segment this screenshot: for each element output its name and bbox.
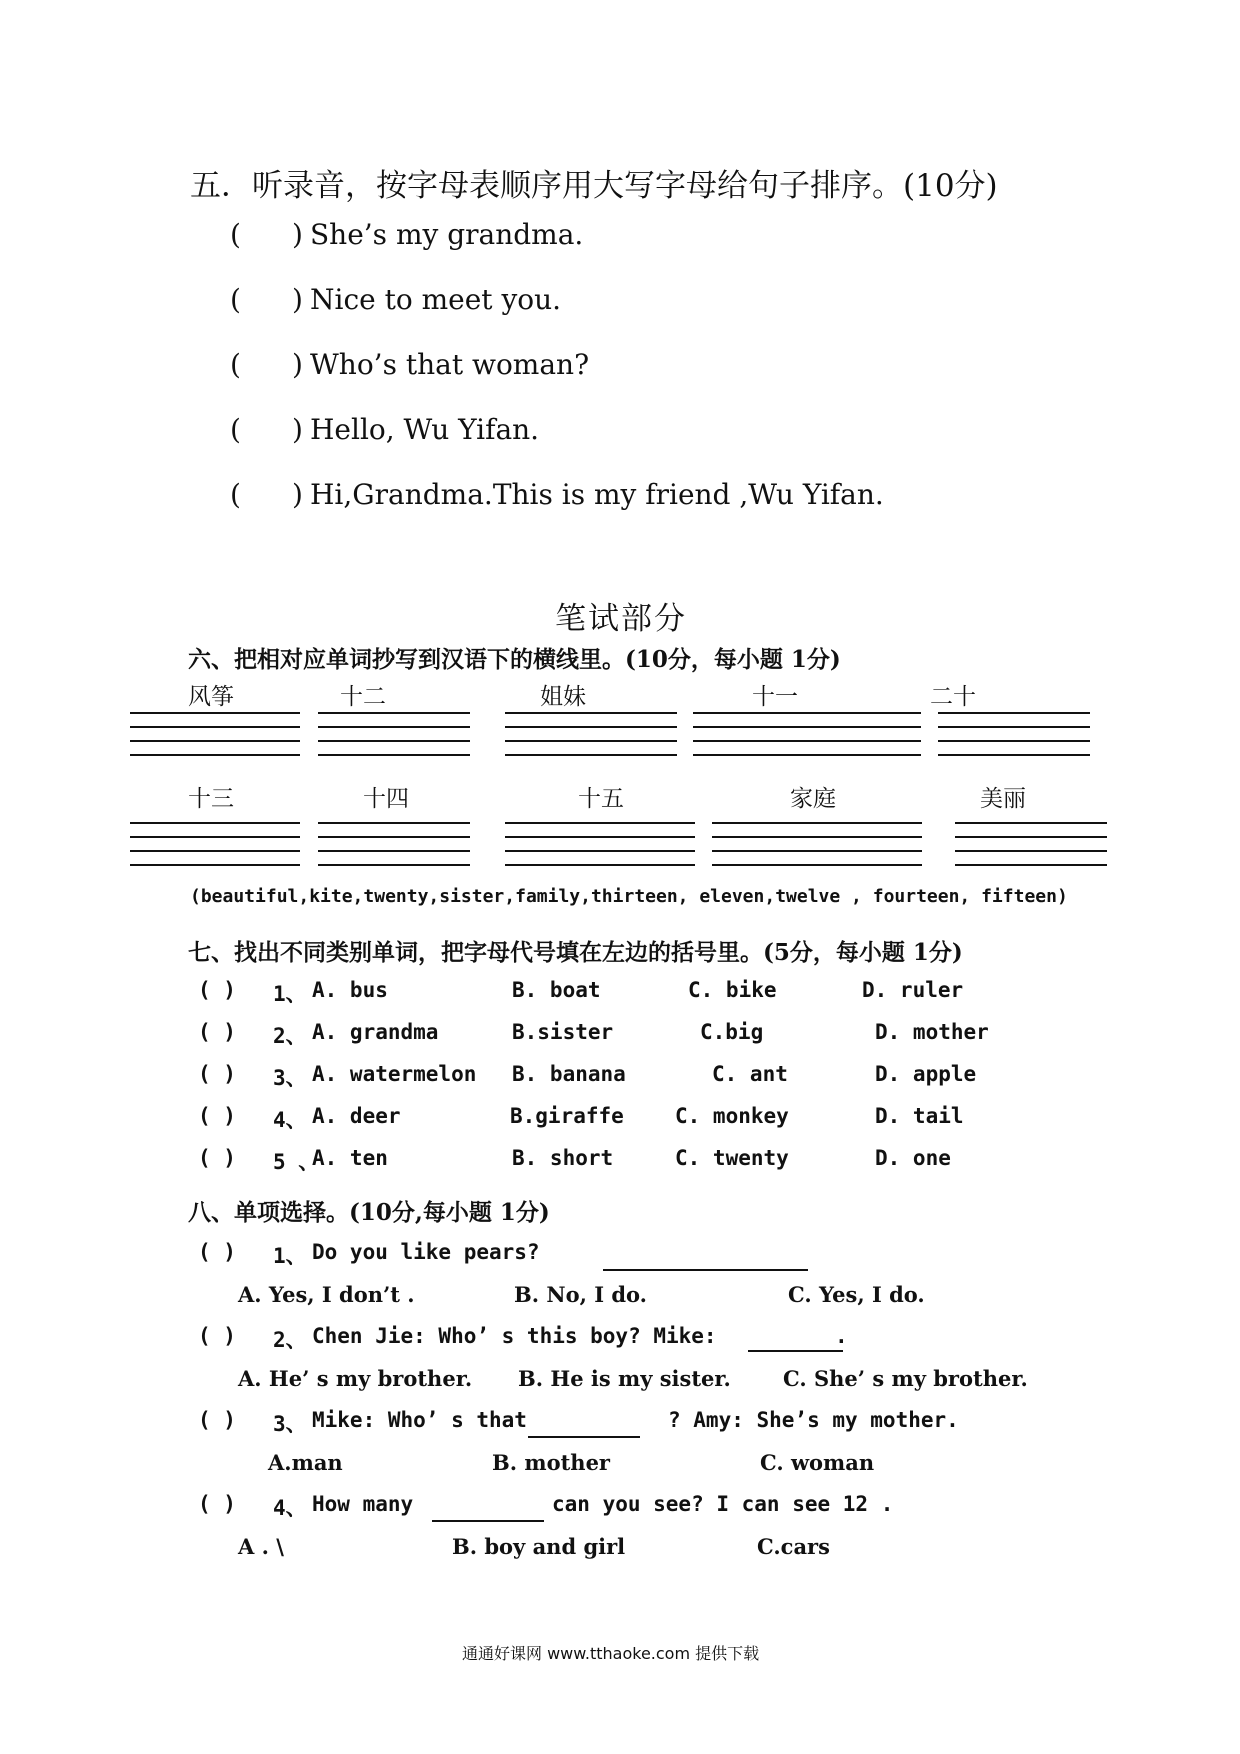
s8-num: 3、: [273, 1412, 307, 1436]
s7-paren[interactable]: ( ): [198, 978, 236, 1002]
open-paren: (: [230, 348, 241, 381]
s7-option-c: C. twenty: [675, 1146, 789, 1170]
s7-option-c: C.big: [700, 1020, 764, 1044]
s7-option-d: D. apple: [875, 1062, 977, 1086]
s7-paren[interactable]: ( ): [198, 1020, 236, 1044]
s8-option-c: C. woman: [760, 1450, 875, 1475]
s7-paren[interactable]: ( ): [198, 1062, 236, 1086]
s8-option-b: B. No, I do.: [514, 1282, 647, 1307]
s8-option-c: C. Yes, I do.: [788, 1282, 925, 1307]
s7-num: 5 、: [273, 1150, 320, 1174]
cn-word-thirteen: 十三: [188, 786, 234, 812]
s8-paren[interactable]: ( ): [198, 1324, 236, 1348]
s7-num: 2、: [273, 1024, 307, 1048]
s8-option-c: C. She’ s my brother.: [783, 1366, 1028, 1391]
s7-option-a: A. bus: [312, 978, 388, 1002]
s8-paren[interactable]: ( ): [198, 1240, 236, 1264]
cn-word-fourteen: 十四: [363, 786, 409, 812]
s8-option-c: C.cars: [757, 1534, 830, 1559]
s8-option-b: B. He is my sister.: [518, 1366, 731, 1391]
s8-option-a: A. He’ s my brother.: [238, 1366, 473, 1391]
s7-option-b: B.sister: [512, 1020, 614, 1044]
answer-blank[interactable]: [528, 1436, 640, 1438]
section5-item-1: [230, 218, 930, 254]
s7-option-a: A. watermelon: [312, 1062, 477, 1086]
writing-lines[interactable]: [130, 822, 300, 878]
section5-item-5: [230, 478, 1030, 514]
s8-option-a: A . \: [238, 1534, 284, 1559]
answer-blank[interactable]: [748, 1350, 843, 1352]
writing-lines[interactable]: [318, 822, 470, 878]
writing-lines[interactable]: [955, 822, 1107, 878]
close-paren: ): [292, 218, 303, 251]
s7-option-d: D. mother: [875, 1020, 989, 1044]
s8-question-text: Chen Jie: Who’ s this boy? Mike:: [312, 1324, 717, 1348]
s8-paren[interactable]: ( ): [198, 1492, 236, 1516]
answer-blank[interactable]: [603, 1269, 808, 1271]
writing-lines[interactable]: [938, 712, 1090, 768]
s7-paren[interactable]: ( ): [198, 1104, 236, 1128]
sentence-text: Hi,Grandma.This is my friend ,Wu Yifan.: [310, 478, 884, 511]
writing-lines[interactable]: [693, 712, 921, 768]
s8-question-pre: How many: [312, 1492, 414, 1516]
section6-title: 六、把相对应单词抄写到汉语下的横线里。(10分，每小题 1分): [188, 646, 841, 673]
s8-option-b: B. mother: [492, 1450, 610, 1475]
s7-num: 3、: [273, 1066, 307, 1090]
s8-paren[interactable]: ( ): [198, 1408, 236, 1432]
s7-paren[interactable]: ( ): [198, 1146, 236, 1170]
s7-option-b: B. boat: [512, 978, 601, 1002]
s8-question-text: Do you like pears?: [312, 1240, 540, 1264]
word-bank: (beautiful,kite,twenty,sister,family,thirteen, eleven,twelve , fourteen, fifteen): [190, 886, 1068, 907]
close-paren: ): [292, 478, 303, 511]
open-paren: (: [230, 413, 241, 446]
s8-option-a: A.man: [268, 1450, 343, 1475]
s7-option-a: A. deer: [312, 1104, 401, 1128]
open-paren: (: [230, 478, 241, 511]
section7-title: 七、找出不同类别单词，把字母代号填在左边的括号里。(5分，每小题 1分): [188, 939, 963, 966]
open-paren: (: [230, 218, 241, 251]
writing-lines[interactable]: [712, 822, 922, 878]
sentence-text: She’s my grandma.: [310, 218, 584, 251]
s8-option-a: A. Yes, I don’t .: [238, 1282, 415, 1307]
s7-option-a: A. grandma: [312, 1020, 439, 1044]
s7-option-b: B. banana: [512, 1062, 626, 1086]
s7-option-c: C. monkey: [675, 1104, 789, 1128]
sentence-text: Hello, Wu Yifan.: [310, 413, 540, 446]
open-paren: (: [230, 283, 241, 316]
s8-num: 4、: [273, 1496, 307, 1520]
cn-word-kite: 风筝: [188, 684, 234, 710]
s7-option-b: B.giraffe: [510, 1104, 624, 1128]
cn-word-sister: 姐妹: [540, 684, 586, 710]
cn-word-twelve: 十二: [340, 684, 386, 710]
written-part-title: 笔试部分: [555, 601, 687, 637]
s7-option-d: D. tail: [875, 1104, 964, 1128]
section8-title: 八、单项选择。(10分,每小题 1分): [188, 1199, 550, 1226]
s8-question-pre: Mike: Who’ s that: [312, 1408, 527, 1432]
s8-question-post: can you see? I can see 12 .: [552, 1492, 894, 1516]
s7-option-c: C. ant: [712, 1062, 788, 1086]
sentence-text: Nice to meet you.: [310, 283, 562, 316]
s8-option-b: B. boy and girl: [452, 1534, 626, 1559]
s8-question-tail: .: [835, 1324, 848, 1348]
s7-option-a: A. ten: [312, 1146, 388, 1170]
cn-word-twenty: 二十: [930, 684, 976, 710]
writing-lines[interactable]: [505, 712, 677, 768]
s7-num: 1、: [273, 982, 307, 1006]
close-paren: ): [292, 348, 303, 381]
s7-option-d: D. one: [875, 1146, 951, 1170]
footer-credit: 通通好课网 www.tthaoke.com 提供下载: [462, 1644, 760, 1663]
s8-question-post: ? Amy: She’s my mother.: [668, 1408, 959, 1432]
cn-word-family: 家庭: [790, 786, 836, 812]
cn-word-eleven: 十一: [752, 684, 798, 710]
section5-item-2: [230, 283, 930, 319]
writing-lines[interactable]: [318, 712, 470, 768]
s7-num: 4、: [273, 1108, 307, 1132]
section5-title: 五．听录音，按字母表顺序用大写字母给句子排序。(10分): [190, 168, 998, 204]
section5-item-4: [230, 413, 930, 449]
answer-blank[interactable]: [432, 1520, 544, 1522]
s8-num: 2、: [273, 1328, 307, 1352]
s8-num: 1、: [273, 1244, 307, 1268]
s7-option-b: B. short: [512, 1146, 614, 1170]
cn-word-beautiful: 美丽: [980, 786, 1026, 812]
s7-option-d: D. ruler: [862, 978, 964, 1002]
close-paren: ): [292, 283, 303, 316]
writing-lines[interactable]: [130, 712, 300, 768]
s7-option-c: C. bike: [688, 978, 777, 1002]
sentence-text: Who’s that woman?: [310, 348, 590, 381]
cn-word-fifteen: 十五: [578, 786, 624, 812]
close-paren: ): [292, 413, 303, 446]
writing-lines[interactable]: [505, 822, 695, 878]
section5-item-3: [230, 348, 930, 384]
